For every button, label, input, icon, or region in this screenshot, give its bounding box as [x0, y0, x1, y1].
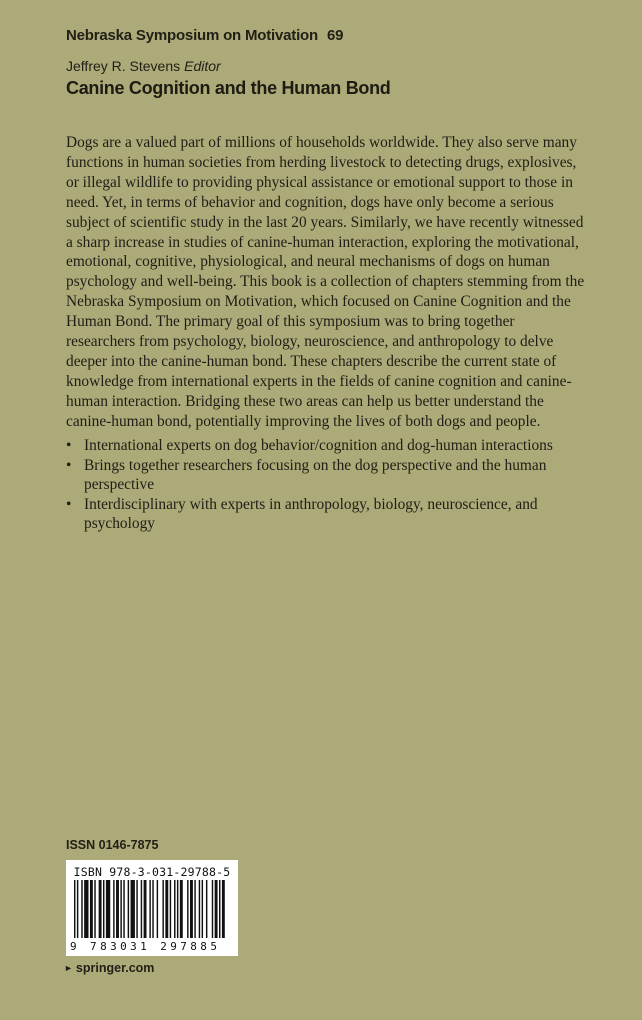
series-name: Nebraska Symposium on Motivation: [66, 27, 318, 44]
bullet-icon: •: [66, 456, 72, 474]
bullet-text: Brings together researchers focusing on the dog perspective and the human perspective: [84, 456, 547, 493]
list-item: [66, 456, 586, 495]
publisher-link[interactable]: [64, 961, 154, 975]
publisher-url: springer.com: [75, 961, 155, 975]
list-item: [66, 436, 586, 456]
isbn-text: ISBN 978-3-031-29788-5: [73, 865, 231, 879]
editor-role: Editor: [184, 58, 221, 74]
barcode-panel: [66, 860, 238, 956]
bullet-icon: •: [66, 495, 72, 513]
feature-list: [66, 436, 586, 534]
list-item: [66, 495, 586, 534]
bullet-text: Interdisciplinary with experts in anthropology, biology, neuroscience, and psychology: [84, 495, 538, 532]
bullet-text: International experts on dog behavior/cognition and dog-human interactions: [84, 437, 553, 454]
series-line: [66, 27, 343, 44]
issn-label: ISSN 0146-7875: [66, 838, 159, 852]
volume-number: 69: [326, 27, 344, 44]
book-title: Canine Cognition and the Human Bond: [66, 78, 391, 98]
editor-name: Jeffrey R. Stevens: [66, 58, 181, 74]
editor-line: [66, 58, 221, 74]
bullet-icon: •: [66, 437, 72, 454]
barcode-icon: [74, 880, 230, 940]
blurb-paragraph: Dogs are a valued part of millions of households worldwide. They also serve many functions in human societies from herding livestock to detecting drugs, explosives, or illegal wildlife to providing physical assistance or emotional support to those in need. Yet, in terms of behavior and cognition, dogs have only become a serious subject of scientific study in the last 20 years. Similarly, we have recently witnessed a sharp increase in studies of canine-human interaction, exploring the motivational, emotional, cognitive, physiological, and neural mechanisms of dogs on human psychology and well-being. This book is a collection of chapters stemming from the Nebraska Symposium on Motivation, which focused on Canine Cognition and the Human Bond. The primary goal of this symposium was to bring together researchers from psychology, biology, neuroscience, and anthropology to delve deeper into the canine-human bond. These chapters describe the current state of knowledge from international experts in the fields of canine cognition and canine-human interaction. Bridging these two areas can help us better understand the canine-human bond, potentially improving the lives of both dogs and people.: [66, 134, 585, 430]
ean-digits: 9 783031 297885: [70, 940, 221, 953]
arrow-right-icon: ►: [64, 963, 73, 973]
